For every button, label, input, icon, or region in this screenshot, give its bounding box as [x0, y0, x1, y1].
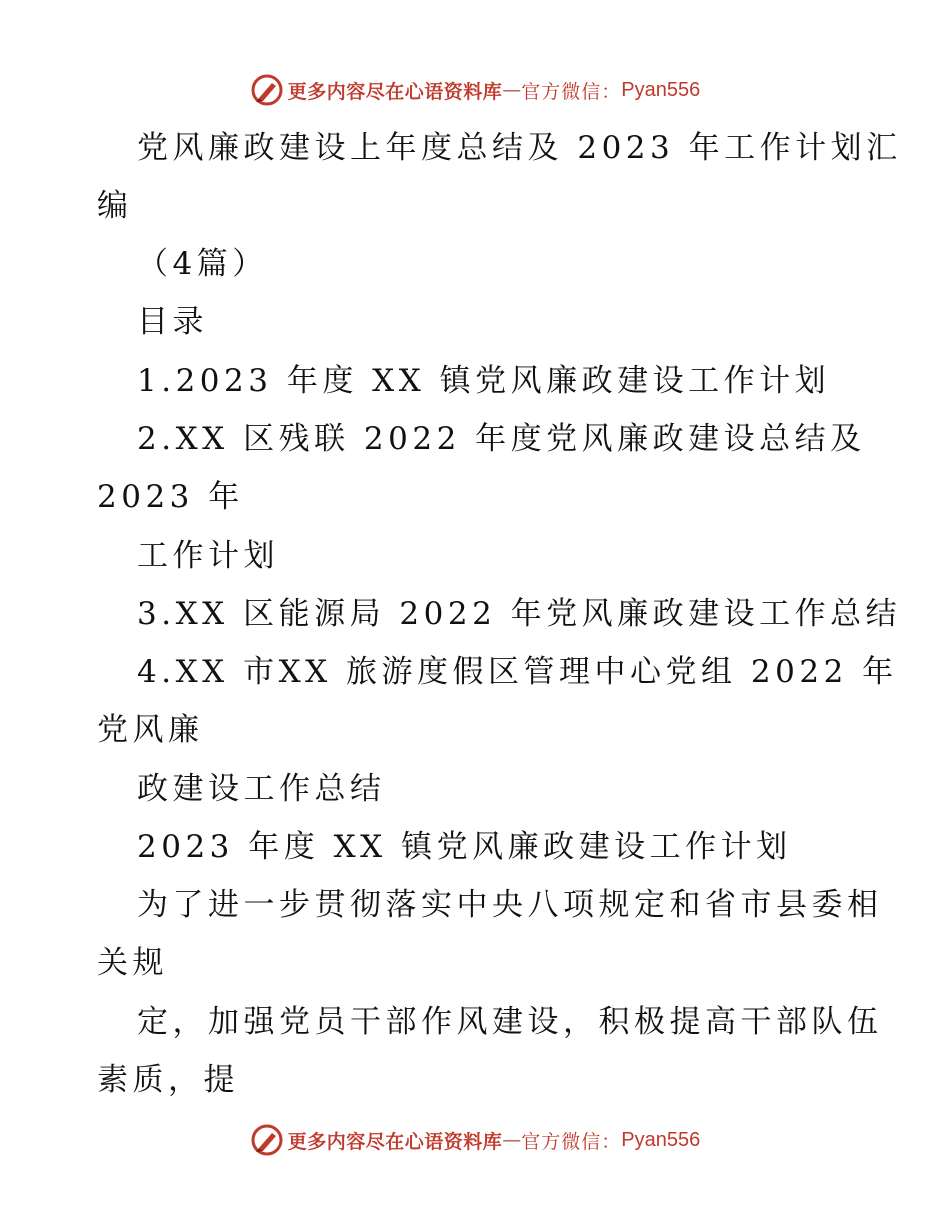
toc-item-3: 3.XX 区能源局 2022 年党风廉政建设工作总结: [137, 596, 902, 632]
doc-title-line-2: 编: [97, 188, 133, 224]
paragraph-line-2: 关规: [97, 945, 168, 981]
banner-text: 更多内容尽在心语资料库: [287, 80, 503, 103]
banner-wechat-label: 官方微信：: [521, 1130, 622, 1153]
banner-separator: —: [502, 79, 522, 101]
doc-title-line-1: 党风廉政建设上年度总结及 2023 年工作计划汇: [137, 130, 902, 166]
banner-separator: —: [502, 1129, 522, 1151]
pen-logo-icon: [250, 73, 284, 107]
toc-item-4-line-3: 政建设工作总结: [137, 771, 386, 807]
header-banner: [0, 70, 950, 110]
toc-item-2-line-2: 2023 年: [97, 479, 244, 515]
paragraph-line-3: 定，加强党员干部作风建设，积极提高干部队伍: [137, 1004, 883, 1040]
paragraph-line-1: 为了进一步贯彻落实中央八项规定和省市县委相: [137, 887, 883, 923]
banner-text: 更多内容尽在心语资料库: [287, 1130, 503, 1153]
footer-banner: [0, 1120, 950, 1160]
toc-item-4-line-2: 党风廉: [97, 712, 204, 748]
banner-wechat-label: 官方微信：: [521, 80, 622, 103]
pen-logo-icon: [250, 1123, 284, 1157]
toc-item-2-line-1: 2.XX 区残联 2022 年度党风廉政建设总结及: [137, 421, 866, 457]
banner-wechat-id: Pyan556: [621, 78, 701, 101]
banner-wechat-id: Pyan556: [621, 1128, 701, 1151]
toc-item-4-line-1: 4.XX 市XX 旅游度假区管理中心党组 2022 年: [137, 654, 898, 690]
toc-item-1: 1.2023 年度 XX 镇党风廉政建设工作计划: [137, 363, 831, 399]
paragraph-line-4: 素质，提: [97, 1062, 239, 1098]
section-heading: 2023 年度 XX 镇党风廉政建设工作计划: [137, 829, 792, 865]
doc-count: （4篇）: [137, 246, 268, 282]
toc-item-2-line-3: 工作计划: [137, 538, 279, 574]
toc-heading: 目录: [137, 304, 208, 340]
